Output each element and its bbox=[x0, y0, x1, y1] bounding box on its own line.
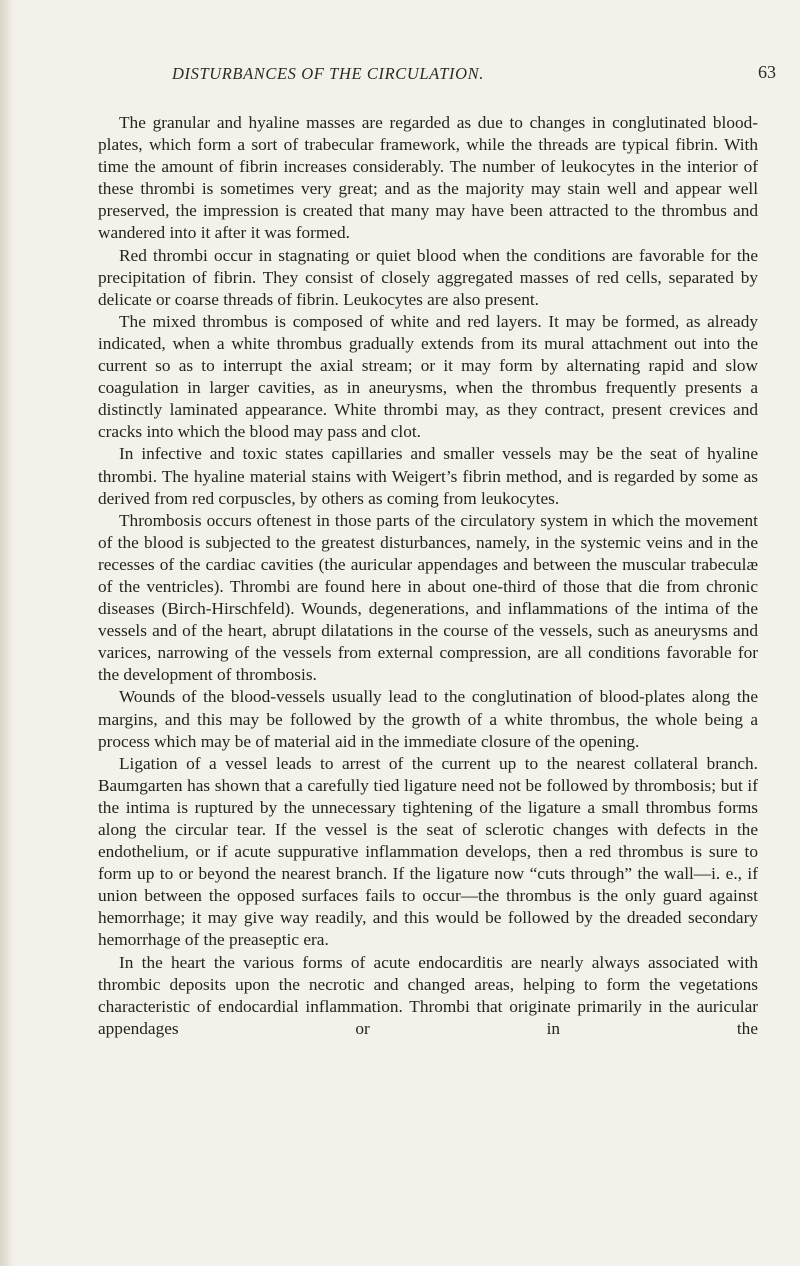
paragraph-red-thrombi: Red thrombi occur in stagnating or quiet blood when the conditions are favorable for the precipitation of fibrin. They consist of closely aggregated masses of red cells, separated by delicate or coarse threads of fibrin. Leukocytes are also present. bbox=[98, 245, 758, 309]
running-head bbox=[0, 64, 800, 92]
paragraph-hyaline-thrombi: In infective and toxic states capillaries and smaller vessels may be the seat of hyaline thrombi. The hyaline material stains with Weigert’s fibrin method, and is regarded by some as derived from red corpuscles, by others as coming from leukocytes. bbox=[98, 444, 758, 508]
paragraph-mixed-thrombus: The mixed thrombus is composed of white and red layers. It may be formed, as already indicated, when a white thrombus gradually extends from its mural attachment out into the current so as to interrupt the axial stream; or it may form by alternating rapid and slow coagulation in larger cavities, as in aneurysms, when the thrombus frequently presents a distinctly laminated appearance. White thrombi may, as they contract, present crevices and cracks into which the blood may pass and clot. bbox=[98, 311, 758, 442]
page-gutter-shadow bbox=[0, 0, 14, 1266]
page-number: 63 bbox=[758, 62, 776, 82]
paragraph-thrombosis-sites: Thrombosis occurs oftenest in those parts of the circulatory system in which the movement of the blood is subjected to the greatest disturbances, namely, in the systemic veins and in the recesses of the cardiac cavities (the auricular appendages and between the muscular trabeculæ of the ventricles). Thrombi are found here in about one-third of those that die from chronic diseases (Birch-Hirschfeld). Wounds, degenerations, and inflammations of the intima of the vessels and of the heart, abrupt dilatations in the course of the vessels, such as aneurysms and varices, narrowing of the vessels from external compression, are all conditions favorable for the development of thrombosis. bbox=[98, 510, 758, 685]
paragraph-endocarditis: In the heart the various forms of acute endocarditis are nearly always associated with thrombic deposits upon the necrotic and changed areas, helping to form the vegetations characteristic of endocardial inflammation. Thrombi that originate primarily in the auricular appendages or in the bbox=[98, 952, 758, 1038]
running-title: DISTURBANCES OF THE CIRCULATION. bbox=[172, 64, 484, 83]
paragraph-granular-masses: The granular and hyaline masses are regarded as due to changes in conglutinated blood-plates, which form a sort of trabecular framework, while the threads are typical fibrin. With time the amount of fibrin increases considerably. The number of leukocytes in the interior of these thrombi is sometimes very great; and as the majority may stain well and appear well preserved, the impression is created that many may have been attracted to the thrombus and wandered into it after it was formed. bbox=[98, 113, 758, 243]
paragraph-ligation: Ligation of a vessel leads to arrest of the current up to the nearest collateral branch. Baumgarten has shown that a carefully tied ligature need not be followed by thrombosis; but if the intima is ruptured by the unnecessary tightening of the ligature a small thrombus forms along the circular tear. If the vessel is the seat of sclerotic changes with defects in the endothelium, or if acute suppurative inflammation develops, then a red thrombus is sure to form up to or beyond the nearest branch. If the ligature now “cuts through” the wall—i. e., if union between the opposed surfaces fails to occur—the thrombus is the only guard against hemorrhage; it may give way readily, and this would be followed by the dreaded secondary hemorrhage of the preaseptic era. bbox=[98, 753, 758, 950]
body-text bbox=[98, 112, 758, 1040]
paragraph-wounds: Wounds of the blood-vessels usually lead to the conglutination of blood-plates along the margins, and this may be followed by the growth of a white thrombus, the whole being a process which may be of material aid in the immediate closure of the opening. bbox=[98, 687, 758, 751]
